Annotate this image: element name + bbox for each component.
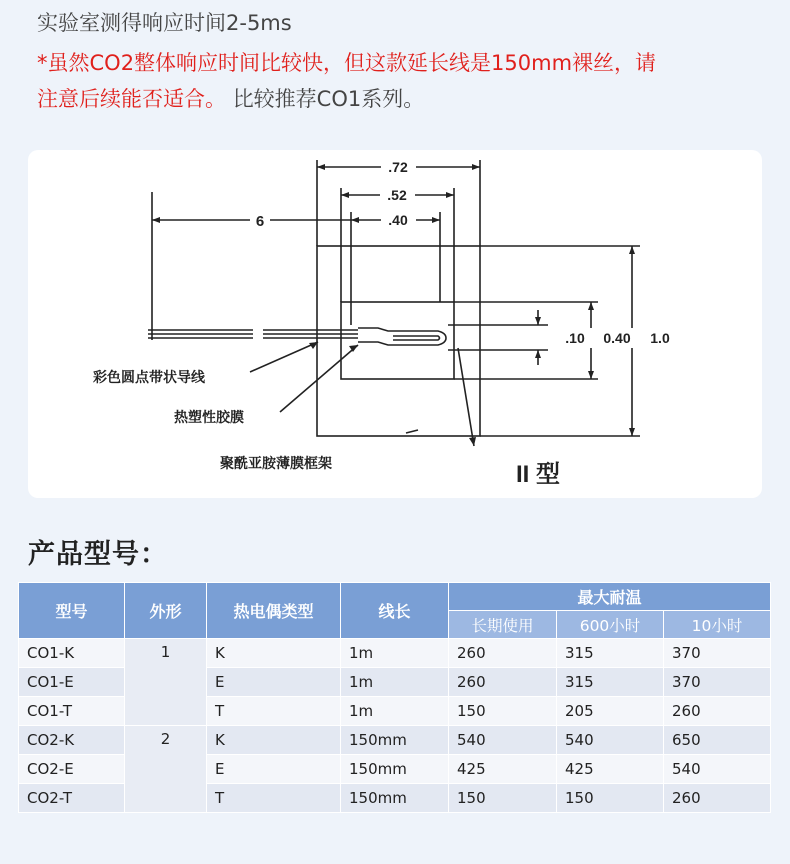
cell-600h: 540 bbox=[557, 726, 664, 755]
cell-type: K bbox=[207, 639, 341, 668]
cell-length: 150mm bbox=[341, 784, 449, 813]
intro-text bbox=[37, 8, 777, 116]
cell-long-term: 425 bbox=[449, 755, 557, 784]
cell-10h: 260 bbox=[664, 697, 771, 726]
cell-length: 1m bbox=[341, 668, 449, 697]
cell-type: K bbox=[207, 726, 341, 755]
cell-10h: 370 bbox=[664, 639, 771, 668]
cell-length: 1m bbox=[341, 639, 449, 668]
dim-label-010: .10 bbox=[565, 330, 585, 346]
cell-type: E bbox=[207, 755, 341, 784]
header-long-term: 长期使用 bbox=[449, 611, 557, 639]
cell-shape: 2 bbox=[125, 726, 207, 813]
cell-shape: 1 bbox=[125, 639, 207, 726]
dim-label-10: 1.0 bbox=[650, 330, 670, 346]
cell-10h: 650 bbox=[664, 726, 771, 755]
cell-600h: 315 bbox=[557, 639, 664, 668]
section-title: 产品型号： bbox=[28, 539, 168, 570]
cell-long-term: 540 bbox=[449, 726, 557, 755]
cell-model: CO1-T bbox=[19, 697, 125, 726]
dim-label-040: .40 bbox=[388, 212, 408, 228]
response-time-text: 实验室测得响应时间2-5ms bbox=[37, 11, 292, 35]
cell-long-term: 150 bbox=[449, 697, 557, 726]
dim-label-072: .72 bbox=[388, 159, 408, 175]
cell-model: CO2-K bbox=[19, 726, 125, 755]
warning-text-cont: 注意后续能否适合。 bbox=[37, 87, 226, 111]
cell-type: T bbox=[207, 784, 341, 813]
cell-length: 150mm bbox=[341, 726, 449, 755]
cell-model: CO2-T bbox=[19, 784, 125, 813]
dim-label-6: 6 bbox=[255, 213, 265, 230]
type-label: II 型 bbox=[516, 461, 561, 488]
cell-length: 1m bbox=[341, 697, 449, 726]
label-polyimide-frame: 聚酰亚胺薄膜框架 bbox=[220, 455, 332, 471]
cell-length: 150mm bbox=[341, 755, 449, 784]
dim-label-052: .52 bbox=[387, 187, 407, 203]
cell-10h: 260 bbox=[664, 784, 771, 813]
table-row bbox=[19, 726, 771, 755]
cell-model: CO1-K bbox=[19, 639, 125, 668]
product-spec-table bbox=[18, 582, 771, 813]
cell-type: E bbox=[207, 668, 341, 697]
cell-long-term: 150 bbox=[449, 784, 557, 813]
cell-long-term: 260 bbox=[449, 639, 557, 668]
cell-600h: 205 bbox=[557, 697, 664, 726]
cell-long-term: 260 bbox=[449, 668, 557, 697]
table-row bbox=[19, 639, 771, 668]
header-max-temp: 最大耐温 bbox=[449, 583, 771, 611]
dimension-diagram-card bbox=[28, 150, 762, 498]
recommend-text: 比较推荐CO1系列。 bbox=[232, 87, 425, 111]
label-thermoplastic-film: 热塑性胶膜 bbox=[174, 409, 244, 425]
dimension-diagram bbox=[28, 150, 762, 498]
header-model: 型号 bbox=[19, 583, 125, 639]
header-10h: 10小时 bbox=[664, 611, 771, 639]
header-600h: 600小时 bbox=[557, 611, 664, 639]
dim-label-040b: 0.40 bbox=[603, 330, 631, 346]
label-lead-wire: 彩色圆点带状导线 bbox=[93, 369, 205, 385]
header-shape: 外形 bbox=[125, 583, 207, 639]
header-length: 线长 bbox=[341, 583, 449, 639]
cell-600h: 315 bbox=[557, 668, 664, 697]
cell-600h: 425 bbox=[557, 755, 664, 784]
header-tc-type: 热电偶类型 bbox=[207, 583, 341, 639]
cell-600h: 150 bbox=[557, 784, 664, 813]
recommendation-text bbox=[37, 82, 777, 116]
cell-10h: 370 bbox=[664, 668, 771, 697]
warning-text: *虽然CO2整体响应时间比较快，但这款延长线是150mm裸丝，请 bbox=[37, 51, 657, 75]
cell-10h: 540 bbox=[664, 755, 771, 784]
cell-type: T bbox=[207, 697, 341, 726]
cell-model: CO1-E bbox=[19, 668, 125, 697]
cell-model: CO2-E bbox=[19, 755, 125, 784]
